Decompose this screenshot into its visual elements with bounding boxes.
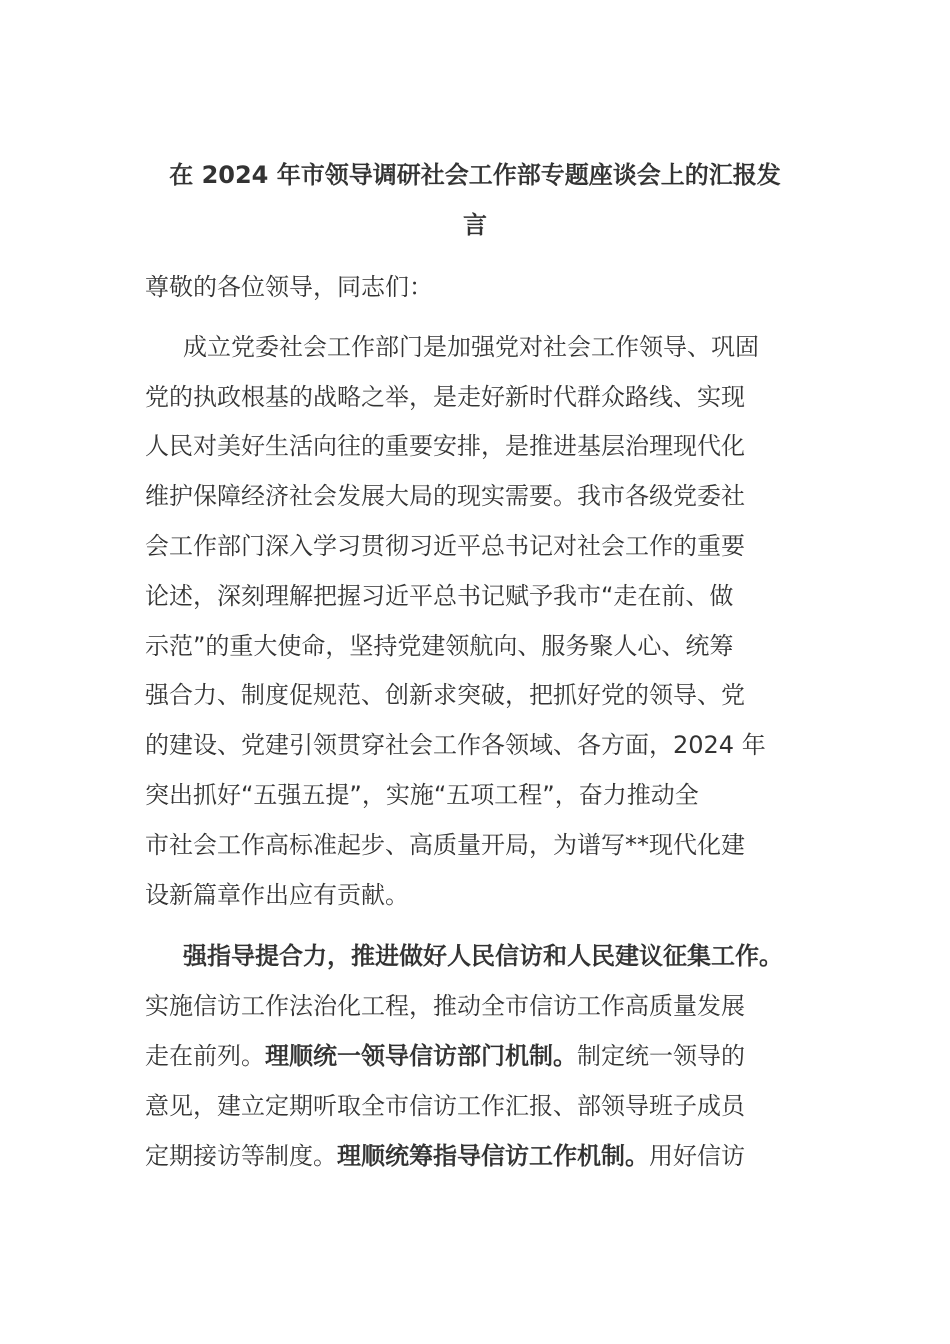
paragraph-line: 市社会工作高标准起步、高质量开局，为谱写**现代化建: [145, 830, 745, 859]
paragraph-line: 会工作部门深入学习贯彻习近平总书记对社会工作的重要: [145, 531, 745, 560]
paragraph-text: 用好信访: [649, 1141, 745, 1170]
bold-subheading: 理顺统一领导信访部门机制。: [265, 1041, 577, 1070]
paragraph-line: 成立党委社会工作部门是加强党对社会工作领导、巩固: [183, 332, 759, 361]
paragraph-line: 突出抓好“五强五提”，实施“五项工程”，奋力推动全: [145, 780, 699, 809]
paragraph-line: 强合力、制度促规范、创新求突破，把抓好党的领导、党: [145, 681, 745, 710]
paragraph-line: 示范”的重大使命，坚持党建领航向、服务聚人心、统筹: [145, 631, 734, 660]
document-title: [145, 150, 805, 250]
section-heading: [145, 932, 815, 982]
title-line-1: 在 2024 年市领导调研社会工作部专题座谈会上的汇报发: [169, 161, 781, 189]
paragraph-line: 维护保障经济社会发展大局的现实需要。我市各级党委社: [145, 482, 745, 511]
bold-subheading: 理顺统筹指导信访工作机制。: [337, 1141, 649, 1170]
paragraph-line: 党的执政根基的战略之举，是走好新时代群众路线、实现: [145, 382, 745, 411]
paragraph-text: 走在前列。: [145, 1041, 265, 1070]
title-line-2: 言: [463, 210, 487, 239]
document-body: [145, 263, 815, 1181]
paragraph-line: 设新篇章作出应有贡献。: [145, 880, 409, 909]
paragraph-text: 定期接访等制度。: [145, 1141, 337, 1170]
paragraph-intro: [145, 323, 815, 921]
section-heading-text: 强指导提合力，推进做好人民信访和人民建议征集工作。: [183, 942, 783, 971]
paragraph-line: 论述，深刻理解把握习近平总书记赋予我市“走在前、做: [145, 581, 734, 610]
paragraph-line: [145, 1032, 815, 1082]
paragraph-line: 人民对美好生活向往的重要安排，是推进基层治理现代化: [145, 432, 745, 461]
paragraph-line: 实施信访工作法治化工程，推动全市信访工作高质量发展: [145, 992, 745, 1021]
paragraph-petition-work: [145, 932, 815, 1181]
paragraph-line: 的建设、党建引领贯穿社会工作各领域、各方面，2024 年: [145, 731, 766, 760]
paragraph-line: 意见，建立定期听取全市信访工作汇报、部领导班子成员: [145, 1091, 745, 1120]
paragraph-text: 制定统一领导的: [577, 1041, 745, 1070]
paragraph-line: [145, 1132, 815, 1182]
salutation: 尊敬的各位领导，同志们：: [145, 273, 433, 301]
